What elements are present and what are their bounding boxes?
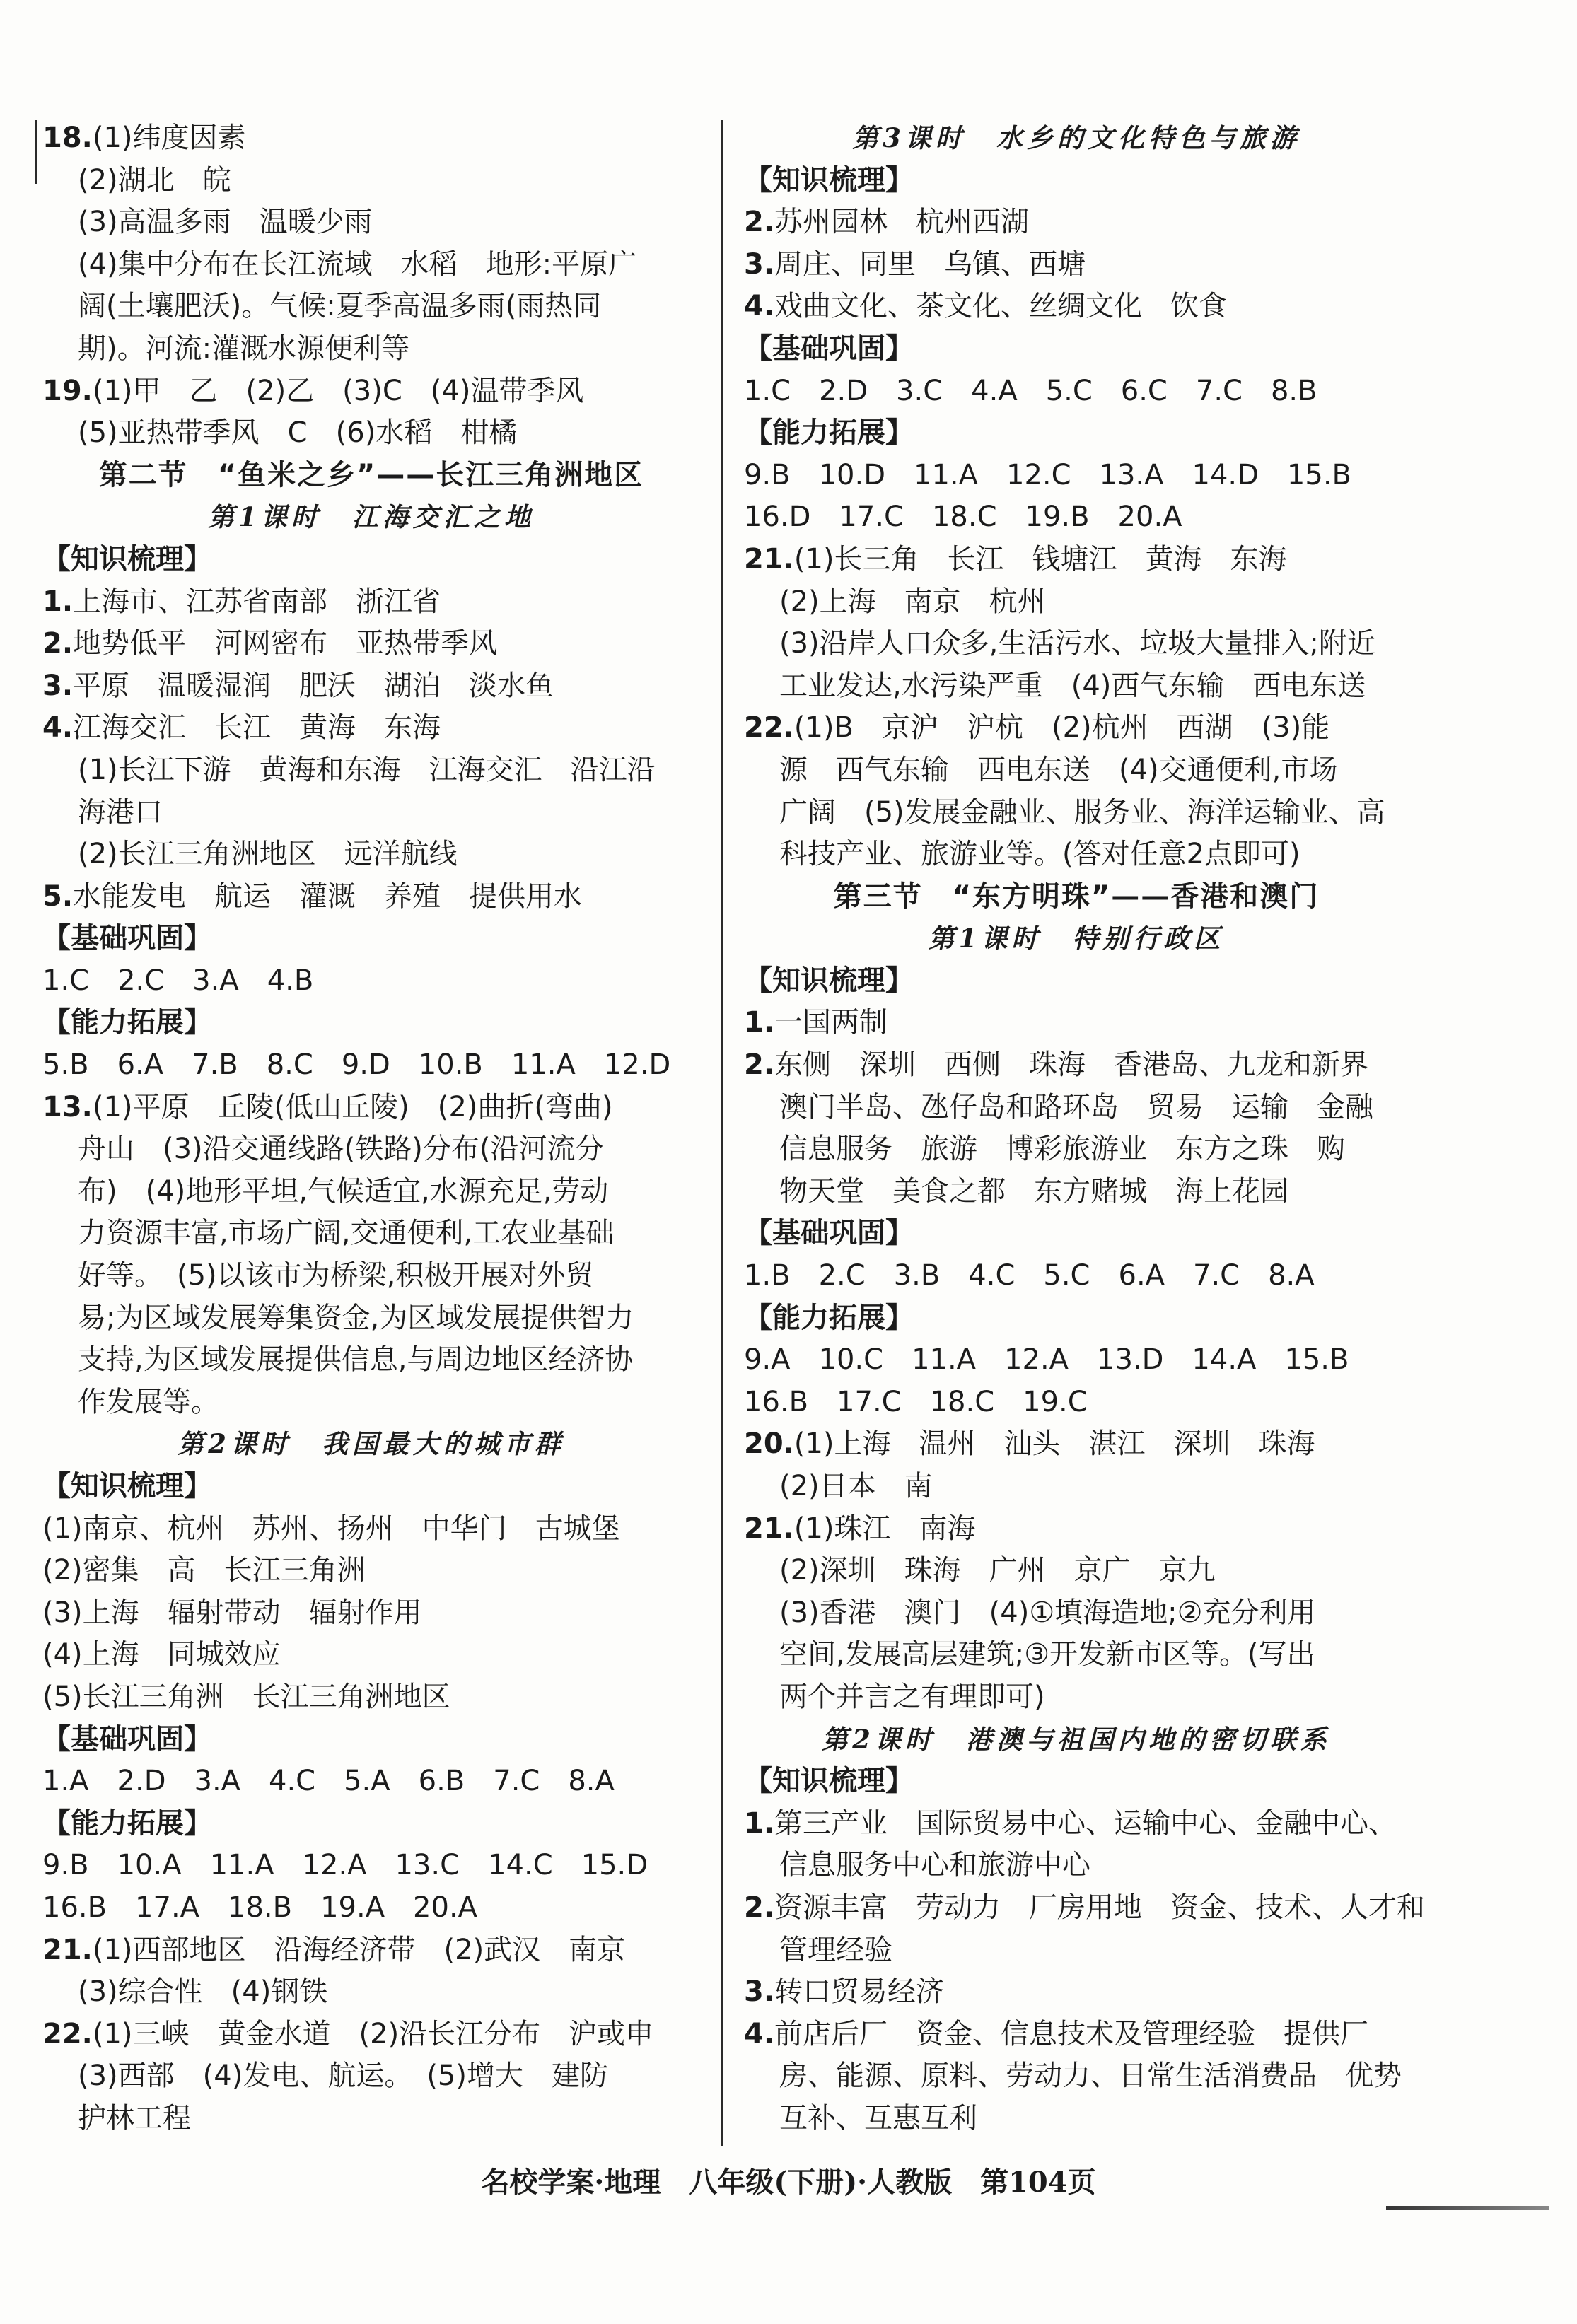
line-text: (3)综合性 (4)钢铁 xyxy=(78,1975,328,2009)
answer-line xyxy=(42,834,700,876)
line-text: 16.D 17.C 18.C 19.B 20.A xyxy=(744,501,1182,534)
question-number: 2. xyxy=(744,1049,775,1082)
line-text: (3)沿岸人口众多,生活污水、垃圾大量排入;附近 xyxy=(779,627,1375,660)
question-number: 21. xyxy=(42,1933,93,1966)
answer-line xyxy=(42,160,700,202)
line-text: (1)珠江 南海 xyxy=(793,1512,976,1545)
question-number: 4. xyxy=(744,2017,775,2050)
line-text: 信息服务中心和旅游中心 xyxy=(779,1849,1090,1882)
answer-line xyxy=(744,286,1409,328)
answer-line xyxy=(42,581,700,624)
line-text: (1)甲 乙 (2)乙 (3)C (4)温带季风 xyxy=(92,374,584,407)
line-text: (4)上海 同城效应 xyxy=(42,1638,281,1671)
line-text: 【基础巩固】 xyxy=(42,922,212,955)
line-text: 第三节 “东方明珠”——香港和澳门 xyxy=(833,880,1320,913)
answer-line xyxy=(744,749,1409,792)
answer-line xyxy=(42,1971,700,2014)
answer-line xyxy=(744,1845,1409,1887)
chapter-title xyxy=(42,455,700,497)
line-text: 【能力拓展】 xyxy=(42,1806,212,1840)
answer-line xyxy=(42,1255,700,1297)
line-text: 【基础巩固】 xyxy=(42,1722,212,1756)
answer-line xyxy=(744,202,1409,244)
answer-line xyxy=(42,1929,700,1972)
line-text: 9.B 10.D 11.A 12.C 13.A 14.D 15.B xyxy=(744,458,1351,491)
line-text: (1)三峡 黄金水道 (2)沿长江分布 沪或申 xyxy=(92,2017,654,2050)
answer-line xyxy=(744,1803,1409,1845)
line-text: 工业发达,水污染严重 (4)西气东输 西电东送 xyxy=(779,669,1366,702)
answer-line xyxy=(42,1339,700,1382)
question-number: 2. xyxy=(42,627,74,660)
answer-line xyxy=(744,623,1409,665)
line-text: 【基础巩固】 xyxy=(744,1217,914,1250)
section-heading xyxy=(42,1466,700,1508)
section-heading xyxy=(42,539,700,581)
question-number: 1. xyxy=(744,1006,775,1039)
line-text: (1)南京、杭州 苏州、扬州 中华门 古城堡 xyxy=(42,1512,620,1545)
answer-line xyxy=(744,1466,1409,1508)
line-text: 易;为区域发展筹集资金,为区域发展提供智力 xyxy=(78,1301,634,1334)
line-text: 第3课时 水乡的文化特色与旅游 xyxy=(852,122,1300,153)
line-text: (2)密集 高 长江三角洲 xyxy=(42,1554,366,1587)
line-text: 力资源丰富,市场广阔,交通便利,工农业基础 xyxy=(78,1217,615,1250)
question-number: 5. xyxy=(42,880,74,913)
answer-line xyxy=(744,1423,1409,1466)
line-text: (2)长江三角洲地区 远洋航线 xyxy=(78,838,458,871)
section-heading xyxy=(744,1213,1409,1255)
section-heading xyxy=(42,918,700,960)
line-text: 9.A 10.C 11.A 12.A 13.D 14.A 15.B xyxy=(744,1343,1349,1377)
line-text: 平原 温暖湿润 肥沃 湖泊 淡水鱼 xyxy=(73,669,554,702)
line-text: 空间,发展高层建筑;③开发新市区等。(写出 xyxy=(779,1638,1315,1671)
answer-line xyxy=(42,328,700,370)
section-heading xyxy=(744,960,1409,1003)
left-margin-rule xyxy=(35,120,37,184)
line-text: (1)长江下游 黄海和东海 江海交汇 沿江沿 xyxy=(78,753,656,786)
section-heading xyxy=(42,1719,700,1761)
line-text: 地势低平 河网密布 亚热带季风 xyxy=(73,627,498,660)
line-text: 第1课时 特别行政区 xyxy=(928,923,1225,954)
question-number: 2. xyxy=(744,206,775,239)
answer-line xyxy=(744,1382,1409,1424)
question-number: 1. xyxy=(42,585,74,618)
answer-line xyxy=(42,412,700,455)
line-text: (3)香港 澳门 (4)①填海造地;②充分利用 xyxy=(779,1596,1316,1629)
answer-line xyxy=(744,1634,1409,1676)
question-number: 2. xyxy=(744,1891,775,1924)
line-text: 江海交汇 长江 黄海 东海 xyxy=(73,711,441,745)
answer-line xyxy=(744,707,1409,749)
line-text: (2)上海 南京 杭州 xyxy=(779,585,1046,618)
line-text: 前店后厂 资金、信息技术及管理经验 提供厂 xyxy=(774,2017,1369,2050)
line-text: 5.B 6.A 7.B 8.C 9.D 10.B 11.A 12.D xyxy=(42,1049,671,1082)
line-text: (1)西部地区 沿海经济带 (2)武汉 南京 xyxy=(92,1933,626,1966)
question-number: 21. xyxy=(744,1512,794,1545)
question-number: 22. xyxy=(42,2017,93,2050)
line-text: 第1课时 江海交汇之地 xyxy=(208,501,535,533)
answer-line xyxy=(42,1171,700,1213)
left-column xyxy=(42,117,700,2140)
answer-line xyxy=(42,623,700,665)
question-number: 22. xyxy=(744,711,794,745)
answer-line xyxy=(42,1845,700,1887)
answer-line xyxy=(42,665,700,708)
line-text: 第二节 “鱼米之乡”——长江三角洲地区 xyxy=(98,458,644,491)
line-text: 两个并言之有理即可) xyxy=(779,1680,1045,1713)
line-text: (5)亚热带季风 C (6)水稻 柑橘 xyxy=(78,416,518,450)
answer-line xyxy=(744,2014,1409,2056)
answer-line xyxy=(42,1087,700,1129)
answer-line xyxy=(744,834,1409,876)
line-text: 【知识梳理】 xyxy=(42,1470,212,1502)
question-number: 19. xyxy=(42,374,93,407)
line-text: 16.B 17.C 18.C 19.C xyxy=(744,1385,1088,1418)
line-text: 澳门半岛、氹仔岛和路环岛 贸易 运输 金融 xyxy=(779,1090,1373,1123)
line-text: 科技产业、旅游业等。(答对任意2点即可) xyxy=(779,838,1300,871)
question-number: 4. xyxy=(744,290,775,323)
answer-line xyxy=(42,2098,700,2140)
line-text: 物天堂 美食之都 东方赌城 海上花园 xyxy=(779,1174,1288,1208)
lesson-title xyxy=(42,1423,700,1466)
line-text: 【能力拓展】 xyxy=(744,416,914,450)
answer-line xyxy=(42,286,700,328)
line-text: 第2课时 我国最大的城市群 xyxy=(178,1428,565,1460)
answer-line xyxy=(744,1550,1409,1592)
line-text: 广阔 (5)发展金融业、服务业、海洋运输业、高 xyxy=(779,795,1385,829)
answer-line xyxy=(42,876,700,918)
line-text: 东侧 深圳 西侧 珠海 香港岛、九龙和新界 xyxy=(774,1049,1369,1082)
line-text: 海港口 xyxy=(78,795,163,829)
line-text: 1.A 2.D 3.A 4.C 5.A 6.B 7.C 8.A xyxy=(42,1765,615,1798)
line-text: (5)长江三角洲 长江三角洲地区 xyxy=(42,1680,450,1713)
line-text: 【知识梳理】 xyxy=(744,964,914,997)
section-heading xyxy=(744,412,1409,455)
answer-line xyxy=(744,1255,1409,1297)
answer-line xyxy=(42,1676,700,1719)
line-text: 互补、互惠互利 xyxy=(779,2101,977,2135)
question-number: 4. xyxy=(42,711,74,745)
line-text: 上海市、江苏省南部 浙江省 xyxy=(73,585,441,618)
line-text: 戏曲文化、茶文化、丝绸文化 饮食 xyxy=(774,290,1228,323)
line-text: (1)上海 温州 汕头 湛江 深圳 珠海 xyxy=(793,1427,1315,1461)
line-text: 舟山 (3)沿交通线路(铁路)分布(沿河流分 xyxy=(78,1133,604,1166)
line-text: 支持,为区域发展提供信息,与周边地区经济协 xyxy=(78,1343,634,1377)
line-text: 阔(土壤肥沃)。气候:夏季高温多雨(雨热同 xyxy=(78,290,602,323)
section-heading xyxy=(744,328,1409,370)
answer-line xyxy=(744,244,1409,286)
line-text: 【能力拓展】 xyxy=(42,1006,212,1039)
answer-line xyxy=(744,2055,1409,2098)
answer-line xyxy=(744,581,1409,624)
footer-rule xyxy=(1386,2206,1549,2210)
answer-line xyxy=(42,1213,700,1255)
question-number: 3. xyxy=(744,247,775,281)
line-text: (1)纬度因素 xyxy=(92,122,246,154)
line-text: 期)。河流:灌溉水源便利等 xyxy=(78,332,410,365)
answer-line xyxy=(42,1297,700,1340)
line-text: 布) (4)地形平坦,气候适宜,水源充足,劳动 xyxy=(78,1174,609,1208)
line-text: (2)深圳 珠海 广州 京广 京九 xyxy=(779,1554,1216,1587)
answer-line xyxy=(744,2098,1409,2140)
line-text: (1)B 京沪 沪杭 (2)杭州 西湖 (3)能 xyxy=(793,711,1330,745)
answer-line xyxy=(744,1128,1409,1171)
answer-line xyxy=(744,455,1409,497)
answer-line xyxy=(42,1128,700,1171)
line-text: 管理经验 xyxy=(779,1933,892,1966)
line-text: 信息服务 旅游 博彩旅游业 东方之珠 购 xyxy=(779,1133,1345,1166)
answer-line xyxy=(42,202,700,244)
column-divider xyxy=(721,120,723,2146)
section-heading xyxy=(744,1760,1409,1803)
answer-line xyxy=(744,496,1409,539)
line-text: (4)集中分布在长江流域 水稻 地形:平原广 xyxy=(78,247,637,281)
answer-line xyxy=(744,1508,1409,1551)
section-heading xyxy=(744,160,1409,202)
line-text: 【知识梳理】 xyxy=(42,542,212,576)
lesson-title xyxy=(42,496,700,539)
line-text: 【基础巩固】 xyxy=(744,332,914,365)
line-text: (2)日本 南 xyxy=(779,1470,933,1502)
question-number: 18. xyxy=(42,122,93,154)
answer-line xyxy=(42,749,700,792)
line-text: 资源丰富 劳动力 厂房用地 资金、技术、人才和 xyxy=(774,1891,1426,1924)
line-text: 【能力拓展】 xyxy=(744,1301,914,1334)
line-text: 源 西气东输 西电东送 (4)交通便利,市场 xyxy=(779,753,1338,786)
answer-line xyxy=(42,1634,700,1676)
question-number: 13. xyxy=(42,1090,93,1123)
answer-line xyxy=(744,539,1409,581)
answer-line xyxy=(744,1171,1409,1213)
line-text: 16.B 17.A 18.B 19.A 20.A xyxy=(42,1891,478,1924)
line-text: 房、能源、原料、劳动力、日常生活消费品 优势 xyxy=(779,2060,1402,2093)
answer-line xyxy=(744,1887,1426,1929)
answer-line xyxy=(42,1044,700,1087)
answer-line xyxy=(744,665,1409,708)
question-number: 3. xyxy=(42,669,74,702)
answer-line xyxy=(744,792,1409,834)
line-text: 周庄、同里 乌镇、西塘 xyxy=(774,247,1086,281)
answer-line xyxy=(744,1087,1409,1129)
section-heading xyxy=(42,1002,700,1044)
line-text: (1)平原 丘陵(低山丘陵) (2)曲折(弯曲) xyxy=(92,1090,613,1123)
page-footer: 名校学案·地理 八年级(下册)·人教版 第104页 xyxy=(481,2166,1096,2199)
line-text: 作发展等。 xyxy=(78,1385,219,1418)
line-text: 1.B 2.C 3.B 4.C 5.C 6.A 7.C 8.A xyxy=(744,1259,1315,1292)
line-text: 【知识梳理】 xyxy=(744,1765,914,1798)
answer-line xyxy=(42,792,700,834)
answer-line xyxy=(744,370,1409,413)
answer-line xyxy=(744,1002,1409,1044)
question-number: 3. xyxy=(744,1975,775,2009)
answer-line xyxy=(42,1550,700,1592)
answer-line xyxy=(42,1887,700,1929)
answer-line xyxy=(42,244,700,286)
answer-line xyxy=(42,117,700,160)
chapter-title xyxy=(744,876,1409,918)
line-text: (3)高温多雨 温暖少雨 xyxy=(78,206,373,239)
line-text: 一国两制 xyxy=(774,1006,888,1039)
answer-line xyxy=(744,1044,1409,1087)
answer-line xyxy=(744,1339,1409,1382)
section-heading xyxy=(42,1803,700,1845)
answer-line xyxy=(42,960,700,1003)
line-text: (2)湖北 皖 xyxy=(78,163,231,197)
line-text: (3)西部 (4)发电、航运。 (5)增大 建防 xyxy=(78,2060,608,2093)
line-text: 9.B 10.A 11.A 12.A 13.C 14.C 15.D xyxy=(42,1849,648,1882)
answer-line xyxy=(42,1382,700,1424)
lesson-title xyxy=(744,117,1409,160)
answer-line xyxy=(744,1592,1409,1635)
answer-line xyxy=(42,707,700,749)
lesson-title xyxy=(744,918,1409,960)
line-text: (1)长三角 长江 钱塘江 黄海 东海 xyxy=(793,542,1287,576)
line-text: (3)上海 辐射带动 辐射作用 xyxy=(42,1596,422,1629)
section-heading xyxy=(744,1297,1409,1340)
line-text: 1.C 2.D 3.C 4.A 5.C 6.C 7.C 8.B xyxy=(744,374,1317,407)
line-text: 1.C 2.C 3.A 4.B xyxy=(42,964,314,997)
line-text: 第2课时 港澳与祖国内地的密切联系 xyxy=(822,1723,1331,1755)
line-text: 好等。 (5)以该市为桥梁,积极开展对外贸 xyxy=(78,1259,594,1292)
line-text: 水能发电 航运 灌溉 养殖 提供用水 xyxy=(73,880,583,913)
line-text: 【知识梳理】 xyxy=(744,163,914,197)
answer-line xyxy=(42,1592,700,1635)
right-column xyxy=(744,117,1426,2140)
line-text: 第三产业 国际贸易中心、运输中心、金融中心、 xyxy=(774,1806,1397,1840)
question-number: 21. xyxy=(744,542,794,576)
line-text: 苏州园林 杭州西湖 xyxy=(774,206,1030,239)
line-text: 护林工程 xyxy=(78,2101,191,2135)
answer-line xyxy=(744,1676,1409,1719)
answer-line xyxy=(744,1929,1409,1972)
question-number: 20. xyxy=(744,1427,794,1461)
answer-line xyxy=(42,1508,700,1551)
answer-line xyxy=(42,1760,700,1803)
answer-line xyxy=(42,2055,700,2098)
lesson-title xyxy=(744,1719,1409,1761)
answer-line xyxy=(744,1971,1409,2014)
answer-line xyxy=(42,370,700,413)
answer-line xyxy=(42,2014,700,2056)
question-number: 1. xyxy=(744,1806,775,1840)
line-text: 转口贸易经济 xyxy=(774,1975,945,2009)
